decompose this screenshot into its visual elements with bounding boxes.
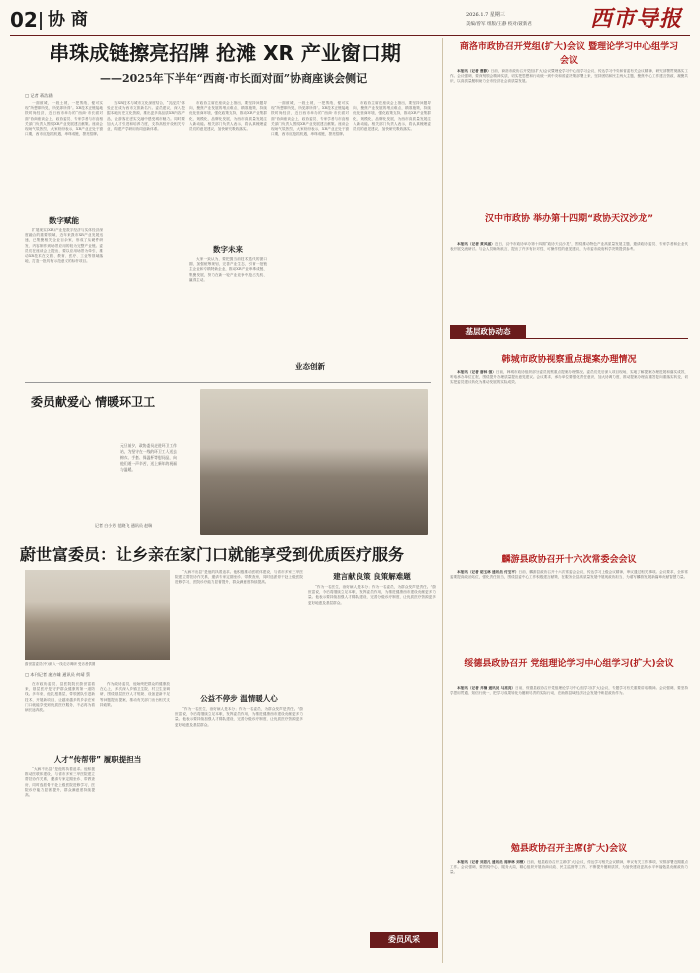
story2-headline: 蔚世富委员：让乡亲在家门口就能享受到优质医疗服务 <box>20 545 405 564</box>
sidebar-item-6-title: 勉县政协召开主席(扩大)会议 <box>510 844 628 854</box>
lead-column-5: 市政协主席在座谈会上指出，要坚持问题导向，聚焦产业发展的堵点难点，精准施策，持续优化营商环境，强化政策支持，推动XR产业集群化、规模化、品牌化发展，为西市高质量发展注入新动能。相关部门负责人表示，将认真梳理委员们的意见建议，加快研究吸收落实。 <box>353 101 431 132</box>
sidebar-item-1-title: 商洛市政协召开党组(扩大)会议 暨理论学习中心组学习会议 <box>459 42 679 66</box>
lead-column-1b: 扩展现实(XR)产业是数字经济与实体经济深度融合的重要领域，近年来我市XR产业发展迅速，已集聚相关企业百余家，形成了从硬件研发、内容制作到场景应用的较为完整产业链。委员们在座谈会上提出，要以应用场景为牵引，推动XR技术在文旅、教育、医疗、工业等领域落地，打造一批具有示范意义的标杆项目。 <box>25 228 103 264</box>
page-number: 02 <box>10 8 38 32</box>
honor-credit: 记者 白小芳 范晓飞 通讯员 赵瑞 <box>95 523 153 528</box>
honor-photo <box>200 389 428 535</box>
story2-subhead-1: 人才“传帮带” 履职提担当 <box>53 755 142 764</box>
sidebar-section-label-text: 基层政协动态 <box>450 325 526 339</box>
story2-column-3b: “作为一名医生，治好病人是本分；作为一名委员，为群众发声是责任。”蔚世富说，今后将继续立足本职，发挥委员作用，为推进健康西市建设贡献更多力量。他表示要持续加强人才梯队建设，完善分级诊疗制度，让优质医疗资源更多更好地惠及基层群众。 <box>175 707 303 727</box>
sidebar-item-4-byline: 本报讯（记者 胡玉林 通讯员 付宝平） <box>457 570 519 574</box>
issue-date: 2026.1.7 星期三 <box>466 12 505 18</box>
footer-label-text: 委员风采 <box>388 935 420 944</box>
footer-label <box>370 932 438 948</box>
honor-box <box>25 382 431 537</box>
honor-title: 委员献爱心 情暖环卫工 <box>31 395 156 409</box>
sidebar-item-4-title: 麟游县政协召开十六次常委会会议 <box>501 555 637 565</box>
story2-column-1a: 在市政协委员、县医院院长蔚世富看来，基层医疗是守护群众健康的第一道防线。多年来，他扎根基层，带领团队引进新技术、开展新项目，让越来越多的乡亲在家门口就能享受到优质医疗服务，不必再为看病长途奔波。 <box>25 682 95 713</box>
lead-subhead-2: 数字未来 <box>213 245 243 254</box>
sidebar-item-5-title: 绥德县政协召开 党组理论学习中心组学习(扩大)会议 <box>464 659 674 669</box>
story2-caption: 蔚世富委员(中)深入一线走访调研 受访者供图 <box>25 662 96 666</box>
sidebar-item-2-title: 汉中市政协 举办第十四期“政协天汉沙龙” <box>485 214 653 224</box>
column-divider <box>442 38 443 963</box>
lead-column-3a: 市政协主席在座谈会上指出，要坚持问题导向，聚焦产业发展的堵点难点，精准施策，持续优化营商环境，强化政策支持，推动XR产业集群化、规模化、品牌化发展，为西市高质量发展注入新动能。相关部门负责人表示，将认真梳理委员们的意见建议，加快研究吸收落实。 <box>189 101 267 132</box>
sidebar-item-3-body: 本报讯（记者 唐林 强）日前，韩城市政协组织部分委员视察重点提案办理情况。委员们先后深入项目现场，实地了解提案办理进展和落实成效，听取承办单位汇报，围绕提升办理质量提出意见建议。会议要求，承办单位要强化责任意识，加大协调力度，推动提案办理由重答复向重落实转变，切实把委员建议转化为推动发展的实际成效。 <box>450 370 688 385</box>
lead-column-1a: 一面被城，一段土坡，一把剪纸，便可实现“所想即所见，所见即所得”。XR技术正链接地铁时尚经济，近日西市举办的“西商·市长面对面”协商座谈会上，政协委员、专家学者与市直相关部门负责人围绕XR产业发展建言献策。座谈会现场气氛热烈，大家纷纷表示，XR产业正处于窗口期，西市应抢抓机遇，串珠成链，擦亮招牌。 <box>25 101 103 137</box>
lead-column-4a: 一面被城，一段土坡，一把剪纸，便可实现“所想即所见，所见即所得”。XR技术正链接地铁时尚经济，近日西市举办的“西商·市长面对面”协商座谈会上，政协委员、专家学者与市直相关部门负责人围绕XR产业发展建言献策。座谈会现场气氛热烈，大家纷纷表示，XR产业正处于窗口期，西市应抢抓机遇，串珠成链，擦亮招牌。 <box>271 101 349 137</box>
lead-subheadline: ——2025年下半年“西商·市长面对面”协商座谈会侧记 <box>100 72 368 85</box>
lead-subhead-3: 业态创新 <box>295 362 325 371</box>
story2-column-2: 作为政协委员，他始终把群众的健康放在心上，多次深入乡镇卫生院、村卫生室调研，围绕基层医疗人才短缺、设备更新不足等问题提出提案，推动有关部门出台相关支持政策。 <box>100 682 170 707</box>
section-title: 协 商 <box>48 10 88 30</box>
lead-subhead-1: 数字赋能 <box>49 216 79 225</box>
sidebar-item-3-title: 韩城市政协视察重点提案办理情况 <box>501 355 637 365</box>
sidebar-item-6-body: 本报讯（记者 刘思凡 通讯员 周泽林 刘栖）日前，勉县政协召开主席(扩大)会议，传达学习相关会议精神，审议有关工作事项，安排部署近期重点工作。会议强调，要围绕中心、服务大局，精心组织开展协商议政、民主监督等工作，不断提升履职质效，为加快建设更高水平幸福勉县贡献政协力量。 <box>450 860 688 875</box>
story2-column-3a: “大病不出县”是他的执着追求。他积极推动医联体建设，与省市多家三甲医院建立帮扶协作关系，邀请专家定期坐诊、带教查房，同时选派骨干赴上级医院进修学习，医院诊疗能力显著提升，群众满意度持续提高。 <box>175 570 303 585</box>
story2-subhead-2: 公益不停步 温情暖人心 <box>200 694 278 703</box>
story2-column-4: “作为一名医生，治好病人是本分；作为一名委员，为群众发声是责任。”蔚世富说，今后将继续立足本职，发挥委员作用，为推进健康西市建设贡献更多力量。他表示要持续加强人才梯队建设，完善分级诊疗制度，让优质医疗资源更多更好地惠及基层群众。 <box>308 585 436 605</box>
lead-headline: 串珠成链擦亮招牌 抢滩 XR 产业窗口期 <box>49 41 401 65</box>
sidebar-item-2-body: 本报讯（记者 黄凤丽）近日，汉中市政协举办第十四期“政协天汉沙龙”，围绕推动特色产业高质量发展主题，邀请政协委员、专家学者和企业代表开展交流研讨。与会人员畅所欲言，提出了许多有针对性、可操作性的意见建议，为市委市政府科学决策提供参考。 <box>450 242 688 252</box>
section-divider <box>40 12 42 30</box>
lead-column-3b: 大家一致认为，要把握当前技术迭代的窗口期，加强统筹规划，完善产业生态，引育一批链主企业和专精特新企业，推动XR产业串珠成链、集聚发展，努力在新一轮产业竞争中抢占先机、赢得主动。 <box>189 257 267 282</box>
sidebar-item-4-body: 本报讯（记者 胡玉林 通讯员 付宝平）日前，麟游县政协召开十六次常委会会议，传达学习上级会议精神，审议通过相关事项。会议要求，全体常委要提高政治站位，强化责任担当，围绕县委中心工作积极建言献策，在服务全县高质量发展中展现政协担当，为谱写麟游发展新篇章贡献智慧力量。 <box>450 570 688 580</box>
honor-text: 元旦前夕，政协委员走进环卫工作站，为坚守在一线的环卫工人送去棉衣、手套、保温杯等慰问品，向他们道一声辛苦，送上新年的祝福与温暖。 <box>120 443 177 472</box>
editors-line: 美编/曾军 组版/王静 校对/聂新君 <box>466 22 532 27</box>
sidebar-item-5-byline: 本报讯（记者 井楠 通讯员 马亮亮） <box>457 686 516 690</box>
sidebar-item-1-byline: 本报讯（记者 曹静） <box>457 69 491 73</box>
sidebar-item-6-byline: 本报讯（记者 刘思凡 通讯员 周泽林 刘栖） <box>457 860 527 864</box>
story2-photo <box>25 570 170 660</box>
story2-byline: □ 本刊记者 庞亦雄 通讯员 何靖 蔡 <box>25 672 91 677</box>
masthead-logo: 西市导报 <box>590 6 683 32</box>
story2-subhead-3: 建言献良策 良策解难题 <box>333 572 411 581</box>
page-header <box>10 8 690 36</box>
sidebar-item-1-body: 本报讯（记者 曹静）日前，商洛市政协召开党组(扩大)会议暨理论学习中心组学习会议，传达学习中央和省委有关会议精神，研究部署贯彻落实工作。会议强调，要深刻领会精神实质，切实把思想和行动统一到中央和省委决策部署上来，坚持团结和民主两大主题，聚焦中心工作建言资政、凝聚共识，以高质量履职助力全市经济社会高质量发展。 <box>450 69 688 84</box>
lead-column-2: 当XR技术与城市文化深度结合，“沉浸式”体验正在成为西市文旅新名片。委员建议，深入挖掘本地历史文化资源，推出更多高品质XR内容产品，让游客在虚实交融中感受城市魅力。同时要加大人才引进和培养力度，支持高校开设相关专业，构建产学研用协同创新体系。 <box>107 101 185 132</box>
sidebar-item-2-byline: 本报讯（记者 黄凤丽） <box>457 242 495 246</box>
sidebar-section-label <box>450 325 688 339</box>
sidebar-item-5-body: 本报讯（记者 井楠 通讯员 马亮亮）日前，绥德县政协召开党组理论学习中心组学习(扩大)会议，专题学习有关重要讲话精神。会议强调，要坚持学思用贯通、知信行统一，把学习成果转化为履职尽责的实际行动，在助推县域经济社会发展中彰显政协作为。 <box>450 686 688 696</box>
lead-byline: □ 记者 蒋浩涵 <box>25 93 53 98</box>
sidebar-item-3-byline: 本报讯（记者 唐林 强） <box>457 370 496 374</box>
story2-column-1b: “大病不出县”是他的执着追求。他积极推动医联体建设，与省市多家三甲医院建立帮扶协作关系，邀请专家定期坐诊、带教查房，同时选派骨干赴上级医院进修学习，医院诊疗能力显著提升，群众满意度持续提高。 <box>25 767 95 798</box>
